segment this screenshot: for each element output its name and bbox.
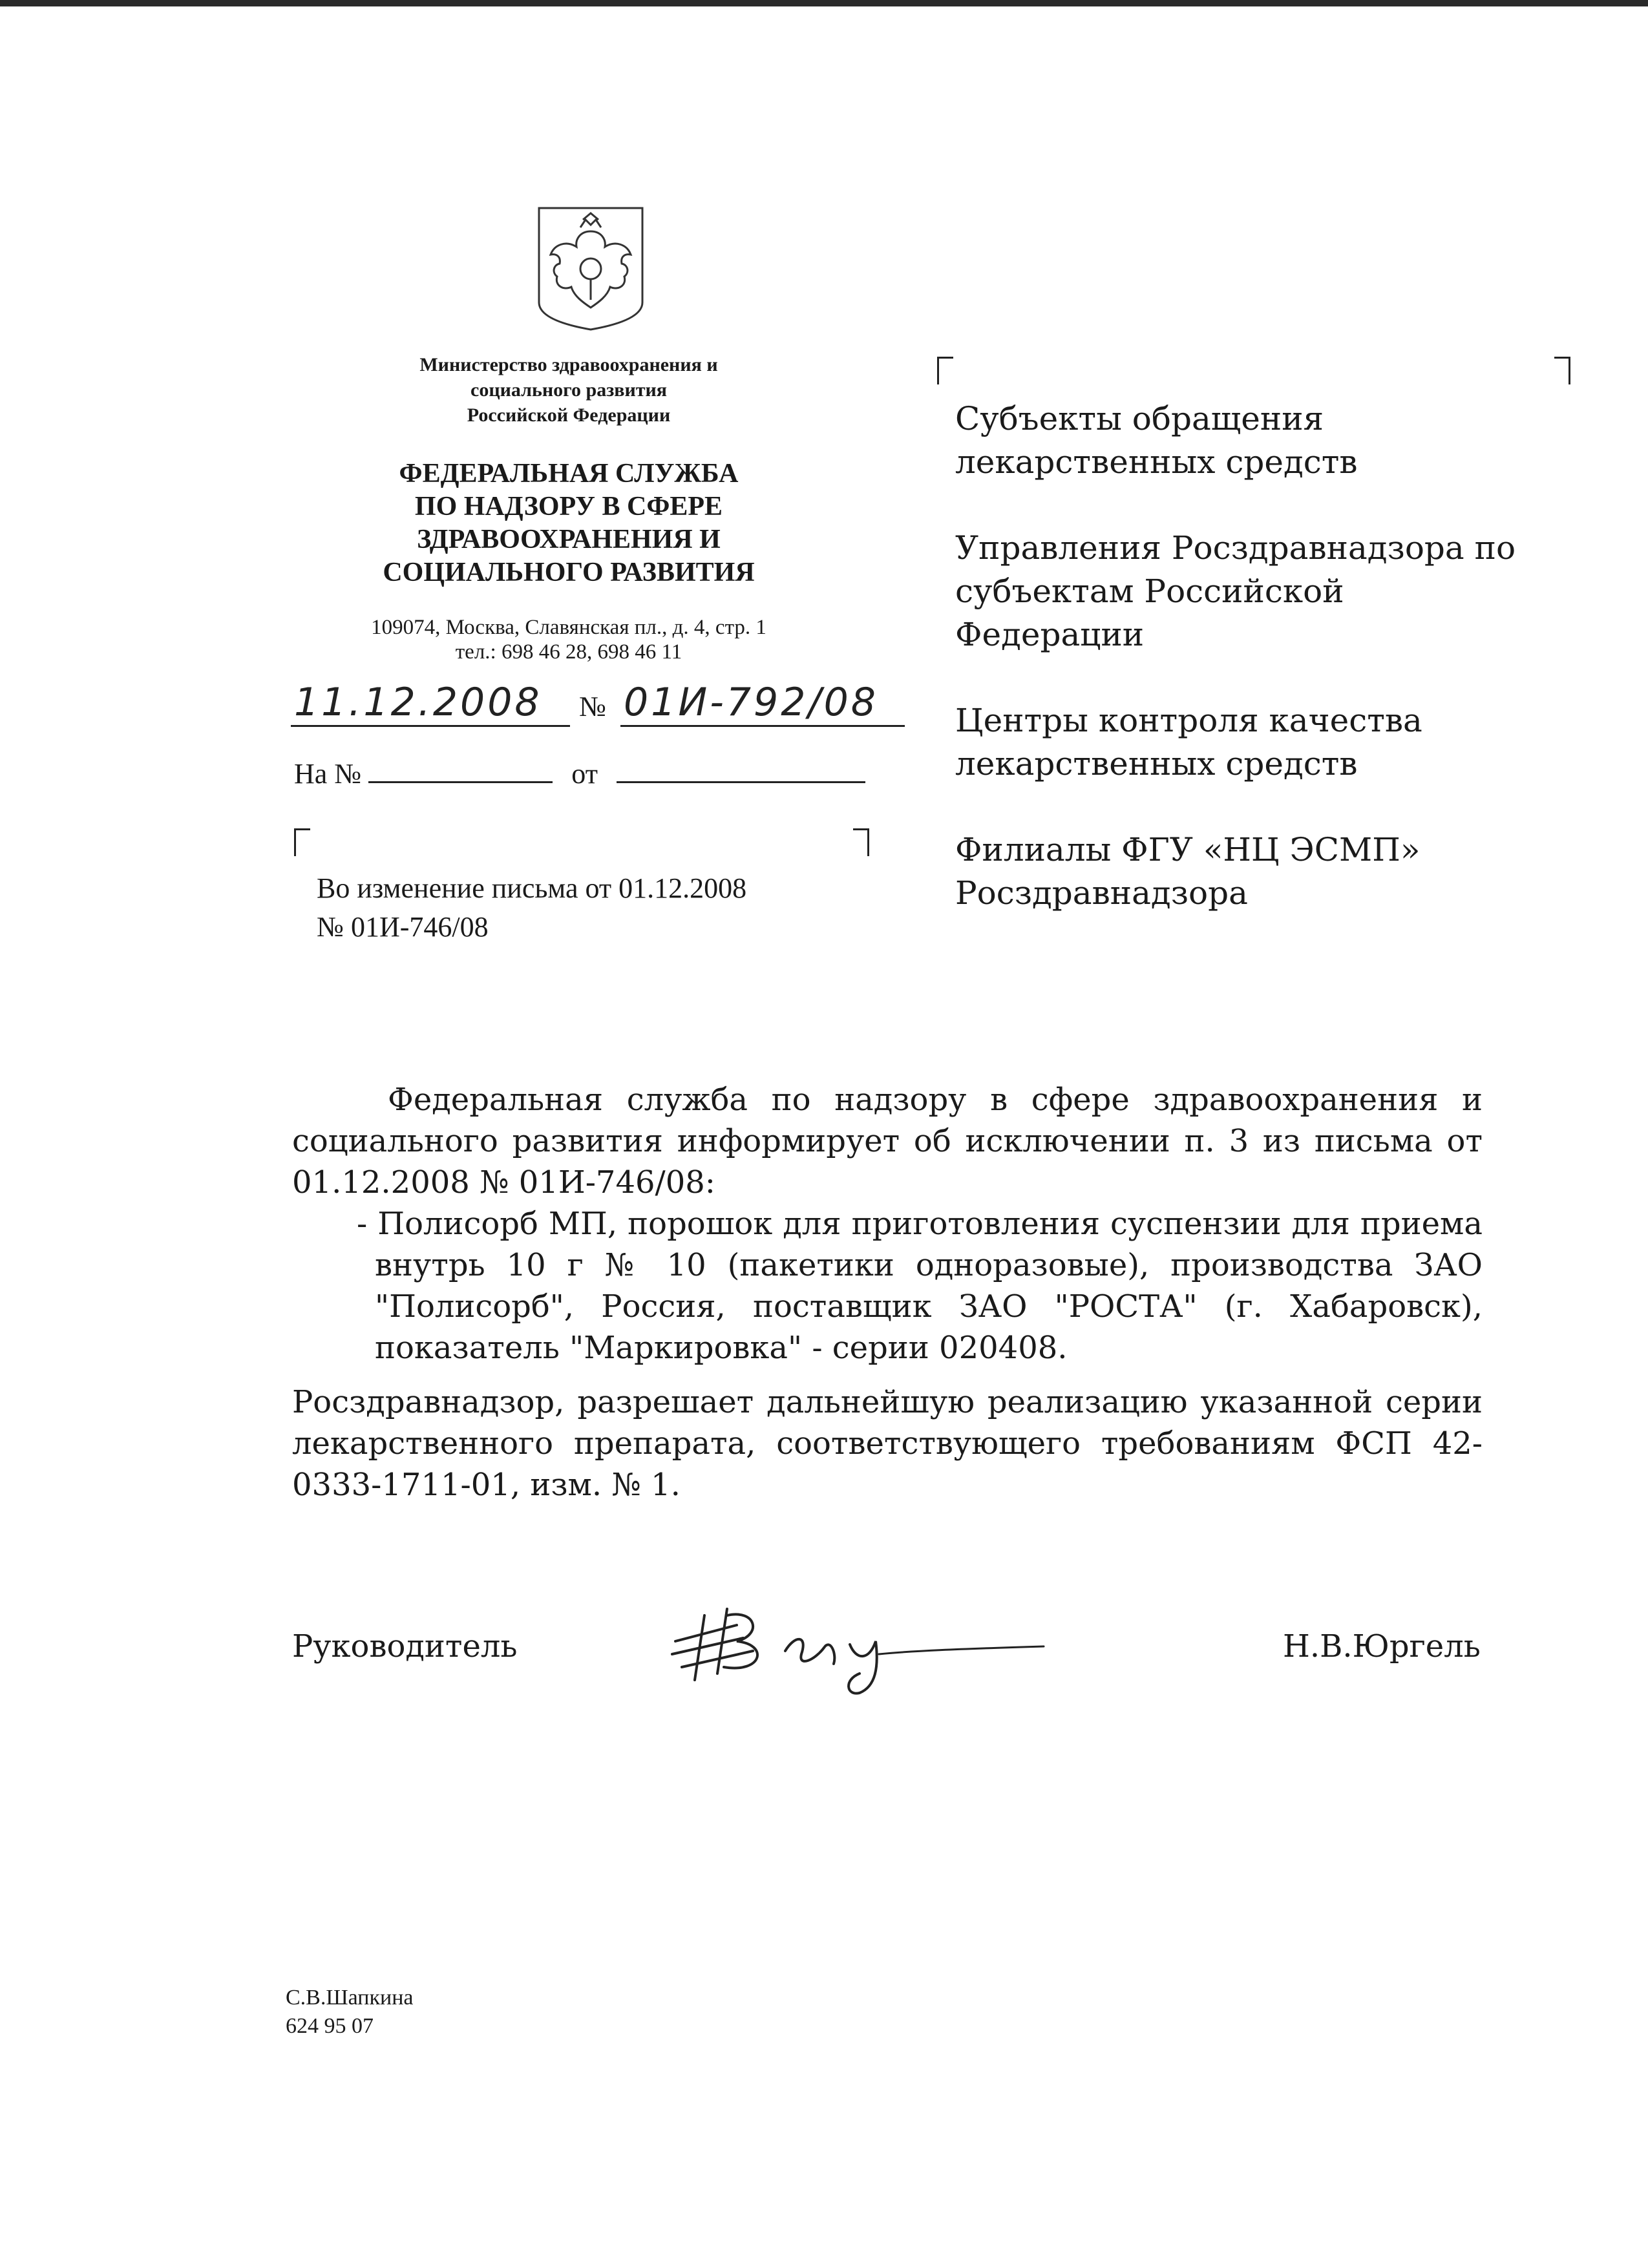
number-sign: № (579, 691, 606, 722)
coat-of-arms-icon (535, 205, 646, 332)
recipient: Филиалы ФГУ «НЦ ЭСМП» Росздравнадзора (955, 831, 1421, 912)
signatory-name: Н.В.Юргель (1283, 1628, 1481, 1664)
handwritten-signature (666, 1590, 1053, 1699)
recipient: Центры контроля качества лекарственных средств (955, 702, 1422, 782)
recipients-corner-right (1554, 357, 1570, 384)
reference-line: На № от (294, 757, 865, 790)
number-underline (620, 725, 905, 727)
subject-corner-right (853, 828, 869, 856)
address: 109074, Москва, Славянская пл., д. 4, стр. 1 (371, 616, 766, 639)
executor-phone: 624 95 07 (286, 2014, 374, 2038)
service-title: ФЕДЕРАЛЬНАЯ СЛУЖБА ПО НАДЗОРУ В СФЕРЕ ЗДРАВООХРАНЕНИЯ И СОЦИАЛЬНОГО РАЗВИТИЯ (383, 459, 755, 587)
subject: Во изменение письма от 01.12.2008 № 01И-746/08 (317, 872, 747, 943)
body-list-item: - Полисорб МП, порошок для приготовления суспензии для приема внутрь 10 г № 10 (пакетики одноразовые), производства ЗАО "Полисорб", Россия, поставщик ЗАО "РОСТА" (г. Хабаровск), показатель "Маркировка" - серии 020408. (357, 1206, 1483, 1366)
registration-number: 01И-792/08 (624, 680, 878, 725)
ref-date-blank (617, 758, 865, 783)
recipients-corner-left (937, 357, 953, 384)
letter-body (292, 1079, 1483, 1506)
address-block (304, 615, 834, 664)
recipients (955, 397, 1537, 958)
scan-edge (0, 0, 1648, 6)
date-underline (291, 725, 570, 727)
ministry-name: Министерство здравоохранения и социального развития Российской Федерации (419, 354, 718, 426)
recipient: Субъекты обращения лекарственных средств (955, 400, 1358, 481)
recipient: Управления Росздравнадзора по субъектам Российской Федерации (955, 529, 1516, 653)
phones: тел.: 698 46 28, 698 46 11 (455, 640, 682, 664)
subject-corner-left (294, 828, 310, 856)
signatory-role: Руководитель (292, 1628, 518, 1664)
registration-date: 11.12.2008 (294, 680, 542, 725)
body-paragraph-2: Росздравнадзор, разрешает дальнейшую реализацию указанной серии лекарственного препарата, соответствующего требованиям ФСП 42-0333-1711-01, изм. № 1. (292, 1384, 1483, 1503)
ref-number-blank (368, 758, 553, 783)
executor-block (286, 1984, 414, 2041)
executor-name: С.В.Шапкина (286, 1986, 414, 2010)
body-paragraph-1: Федеральная служба по надзору в сфере здравоохранения и социального развития информирует об исключении п. 3 из письма от 01.12.2008 № 01И-746/08: (292, 1082, 1483, 1201)
